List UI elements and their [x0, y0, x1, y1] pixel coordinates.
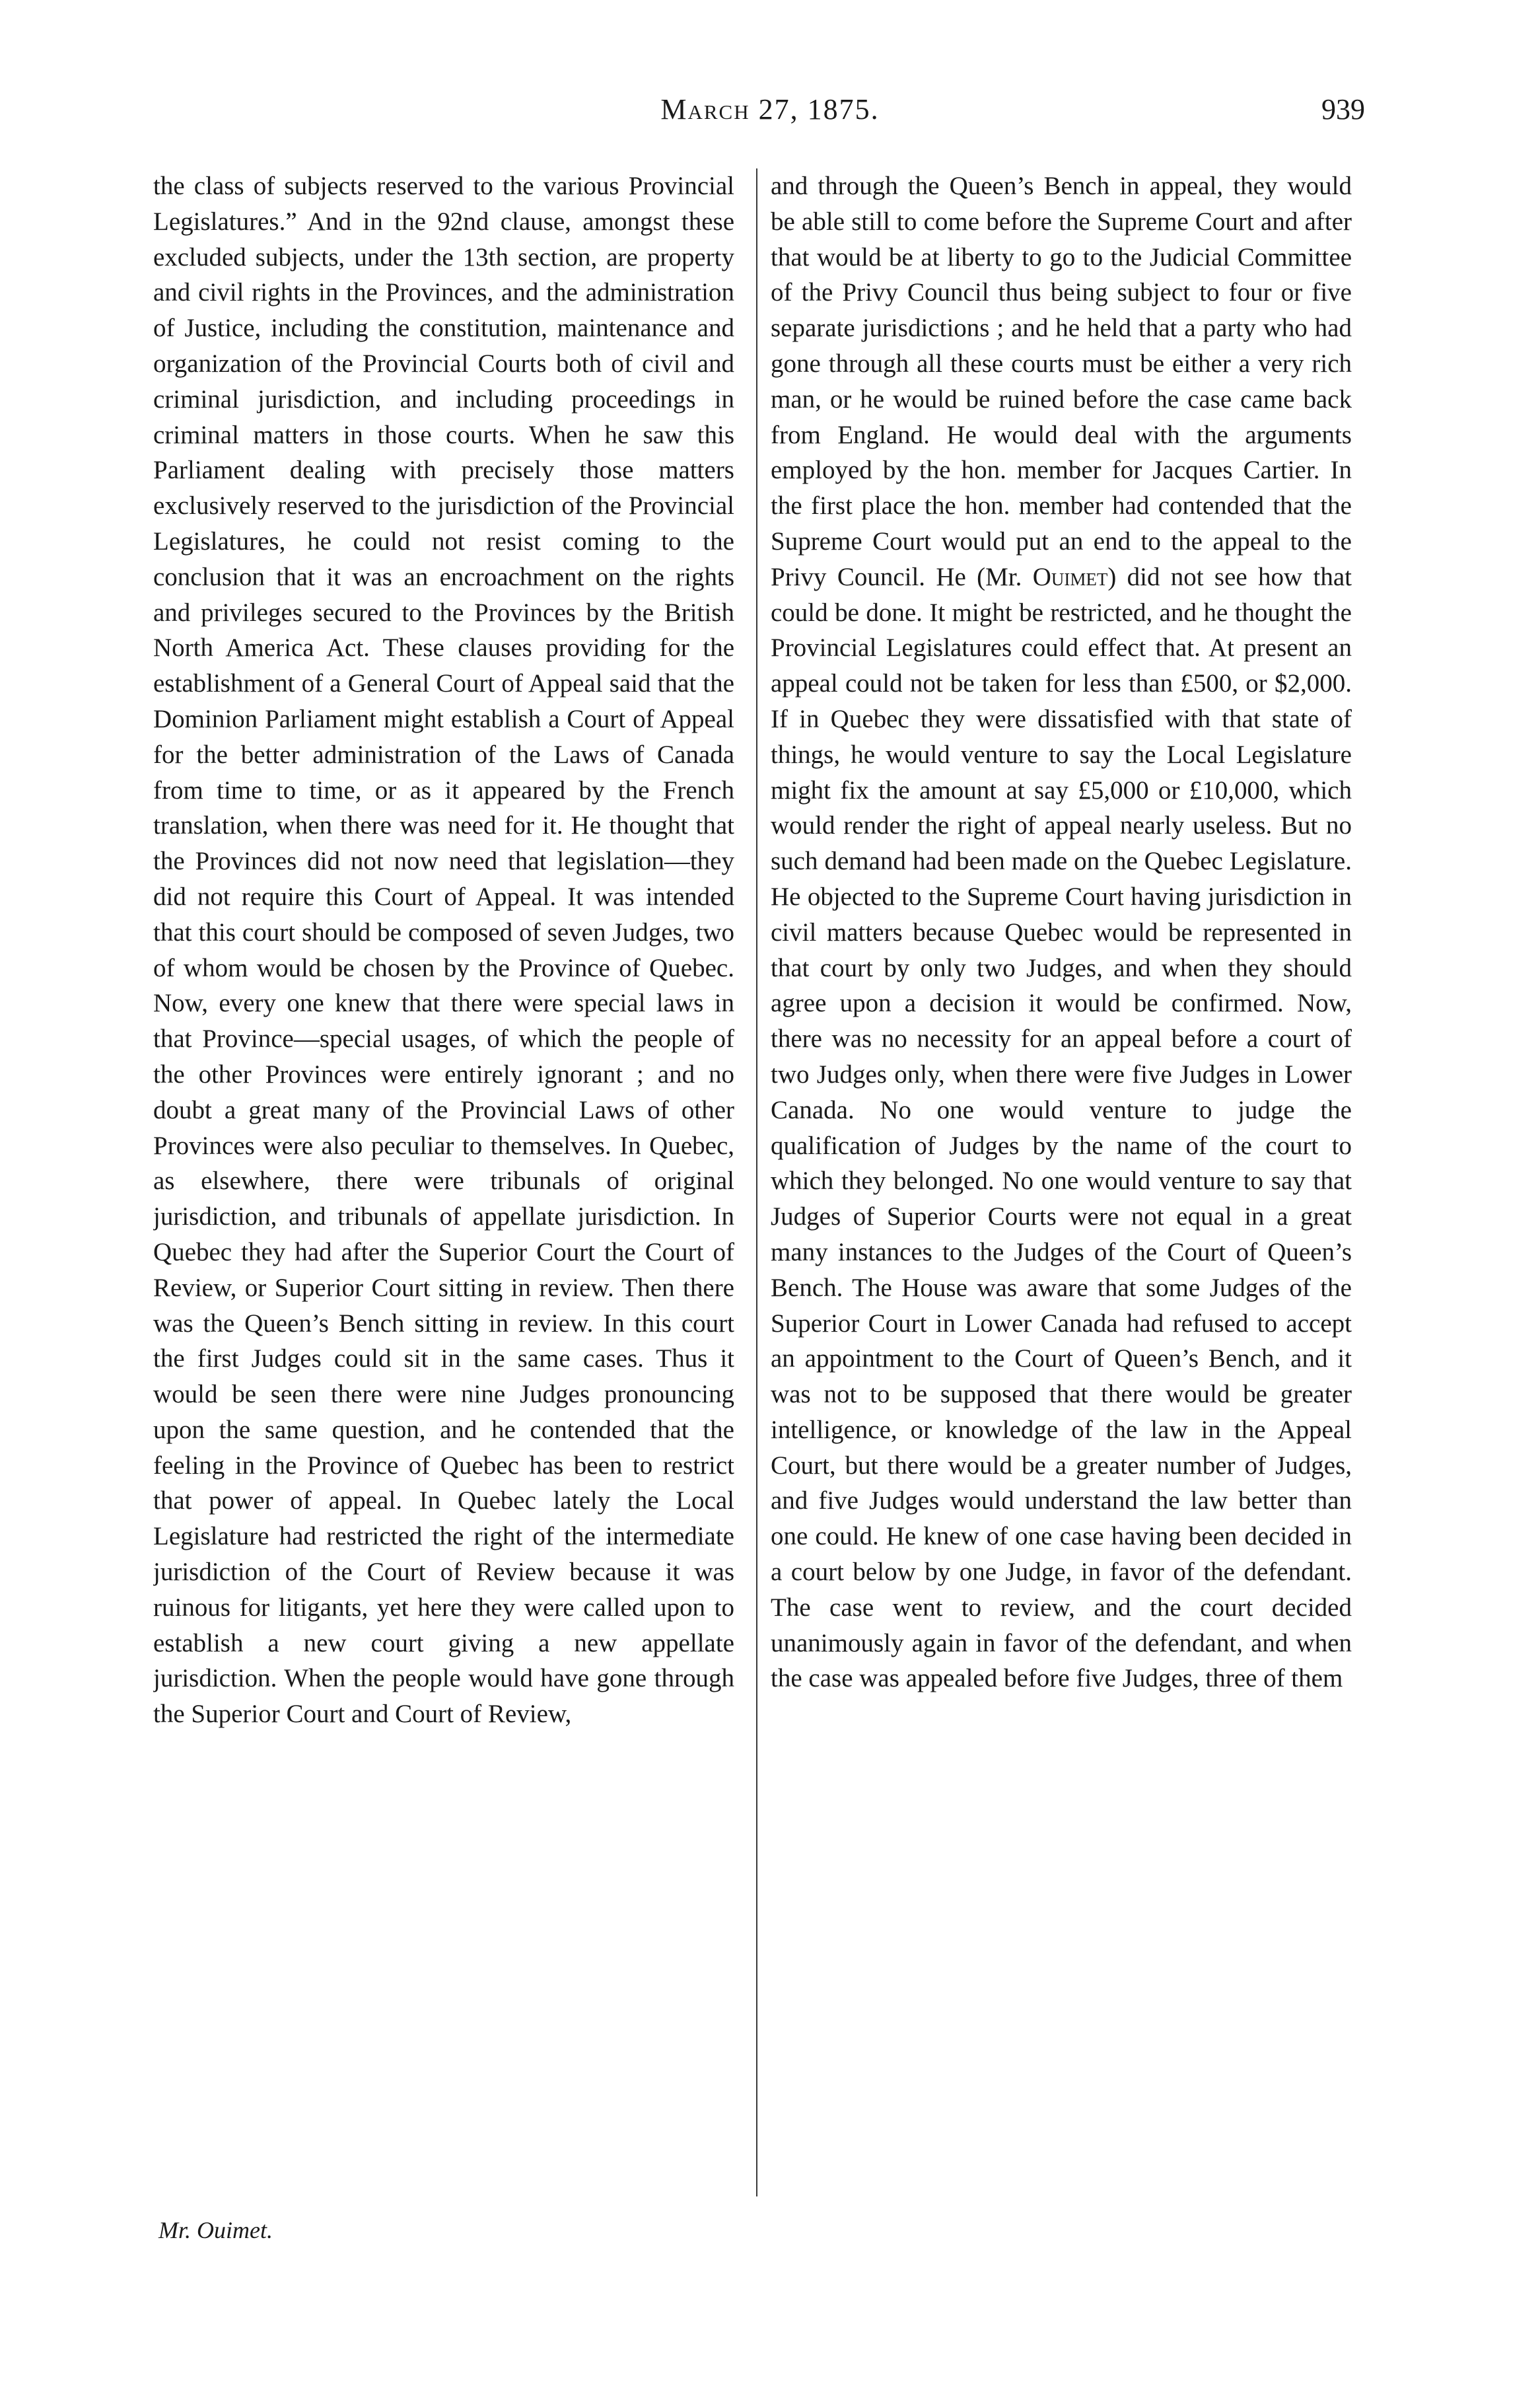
right-column-text-part1: and through the Queen’s Bench in appeal, they would be able still to come before the Supreme Court and after that would be at liberty to go to the Judicial Committee of the Privy Council thus being subject to four or five separate jurisdictions ; and he held that a party who had gone through all these courts must be either a very rich man, or he would be ruined before the case came back from England. He would deal with the arguments employed by the hon. member for Jacques Cartier. In the first place the hon. member had contended that the Supreme Court would put an end to the appeal to the Privy Council. He (Mr.: [771, 172, 1352, 591]
page-header-date: March 27, 1875.: [660, 93, 880, 126]
speaker-footer-note: Mr. Ouimet.: [158, 2217, 273, 2243]
right-column-text-part2: ) did not see how that could be done. It might be restricted, and he thought the Provincial Legislatures could effect that. At present an appeal could not be taken for less than £500, or $2,000. If in Quebec they were dissatisfied with that state of things, he would venture to say the Local Legislature might fix the amount at say £5,000 or £10,000, which would render the right of appeal nearly useless. But no such demand had been made on the Quebec Legislature. He objected to the Supreme Court having jurisdiction in civil matters because Quebec would be represented in that court by only two Judges, and when they should agree upon a decision it would be confirmed. Now, there was no necessity for an appeal before a court of two Judges only, when there were five Judges in Lower Canada. No one would venture to judge the qualification of Judges by the name of the court to which they belonged. No one would venture to say that Judges of Superior Courts were not equal in a great many instances to the Judges of the Court of Queen’s Bench. The House was aware that some Judges of the Superior Court in Lower Canada had refused to accept an appointment to the Court of Queen’s Bench, and it was not to be supposed that there would be greater intelligence, or knowledge of the law in the Appeal Court, but there would be a greater number of Judges, and five Judges would understand the law better than one could. He knew of one case having been decided in a court below by one Judge, in favor of the defendant. The case went to review, and the court decided unanimously again in favor of the defendant, and when the case was appealed before five Judges, three of them: [771, 562, 1352, 1693]
right-column-text: [771, 168, 1352, 1696]
speaker-name: Ouimet: [1032, 562, 1108, 591]
page-number: 939: [1321, 93, 1365, 126]
left-column: [153, 168, 734, 2203]
left-column-text: the class of subjects reserved to the various Provincial Legislatures.” And in the 92nd clause, amongst these excluded subjects, under the 13th section, are property and civil rights in the Provinces, and the administration of Justice, including the constitution, maintenance and organization of the Provincial Courts both of civil and criminal jurisdiction, and including proceedings in criminal matters in those courts. When he saw this Parliament dealing with precisely those matters exclusively reserved to the jurisdiction of the Provincial Legislatures, he could not resist coming to the conclusion that it was an encroachment on the rights and privileges secured to the Provinces by the British North America Act. These clauses providing for the establishment of a General Court of Appeal said that the Dominion Parliament might establish a Court of Appeal for the better administration of the Laws of Canada from time to time, or as it appeared by the French translation, when there was need for it. He thought that the Provinces did not now need that legislation—they did not require this Court of Appeal. It was intended that this court should be composed of seven Judges, two of whom would be chosen by the Province of Quebec. Now, every one knew that there were special laws in that Province—special usages, of which the people of the other Provinces were entirely ignorant ; and no doubt a great many of the Provincial Laws of other Provinces were also peculiar to themselves. In Quebec, as elsewhere, there were tribunals of original jurisdiction, and tribunals of appellate jurisdiction. In Quebec they had after the Superior Court the Court of Review, or Superior Court sitting in review. Then there was the Queen’s Bench sitting in review. In this court the first Judges could sit in the same cases. Thus it would be seen there were nine Judges pronouncing upon the same question, and he contended that the feeling in the Province of Quebec has been to restrict that power of appeal. In Quebec lately the Local Legislature had restricted the right of the intermediate jurisdiction of the Court of Review because it was ruinous for litigants, yet here they were called upon to establish a new court giving a new appellate jurisdiction. When the people would have gone through the Superior Court and Court of Review,: [153, 172, 734, 1729]
text-columns: [153, 168, 1352, 2203]
right-column: [771, 168, 1352, 2203]
